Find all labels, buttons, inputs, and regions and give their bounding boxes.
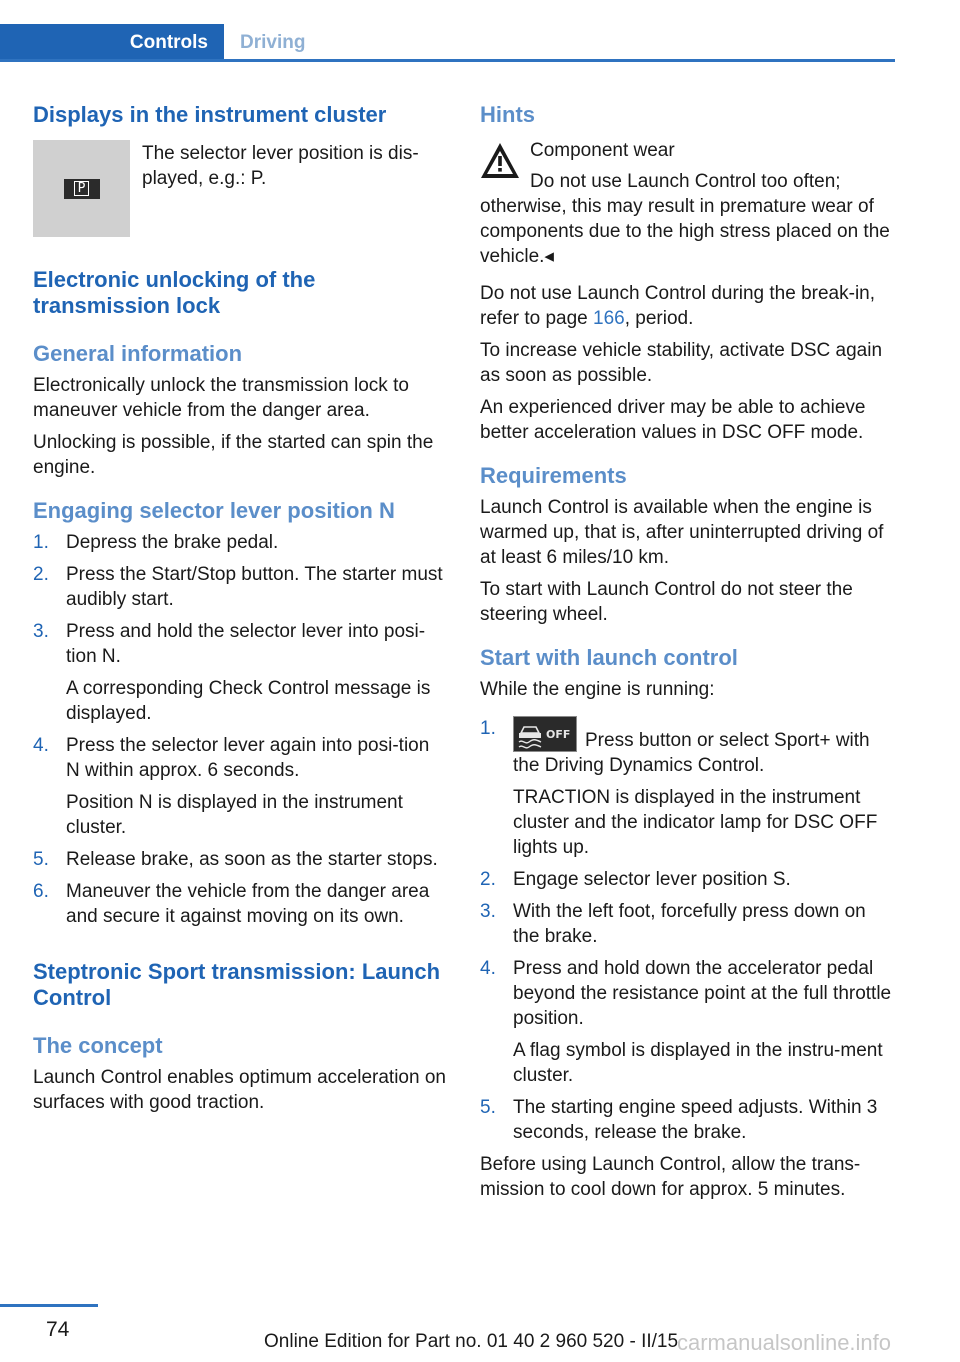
gear-display-symbol: P [74,181,90,196]
general-paragraph-2: Unlocking is possible, if the started can spin the engine. [33,432,434,478]
left-column [33,102,446,1122]
step-number: 2. [33,564,49,585]
dsc-off-button-icon [513,716,577,752]
hint-paragraph-1 [480,281,896,331]
list-item [480,867,896,892]
warning-triangle-icon [480,141,520,181]
dsc-car-skid-icon [513,716,577,752]
step-text: Release brake, as soon as the starter stops. [66,849,438,870]
step-number: 1. [33,532,49,553]
step-number: 1. [480,718,496,739]
hint-paragraph-2: To increase vehicle stability, activate DSC again as soon as possible. [480,340,883,386]
step-number: 3. [33,621,49,642]
heading-start-launch: Start with launch control [480,645,738,670]
concept-paragraph: Launch Control enables optimum acceleration on surfaces with good traction. [33,1067,446,1113]
list-item [33,733,446,840]
requirements-paragraph-2: To start with Launch Control do not steer the steering wheel. [480,579,853,625]
hint-text-end: , period. [624,308,694,329]
start-intro: While the engine is running: [480,679,715,700]
launch-steps [480,716,896,1145]
step-subtext: Position N is displayed in the instrument cluster. [66,792,403,838]
heading-unlocking: Electronic unlocking of the transmission lock [33,267,316,318]
step-number: 2. [480,869,496,890]
heading-general-info: General information [33,341,243,366]
step-text: Press the selector lever again into posi-tion N within approx. 6 seconds. [66,735,430,781]
heading-steptronic: Steptronic Sport transmission: Launch Control [33,959,441,1010]
list-item [480,1095,896,1145]
header-rule [0,59,895,62]
step-number: 5. [33,849,49,870]
step-subtext: TRACTION is displayed in the instrument cluster and the indicator lamp for DSC OFF lights up. [513,787,878,858]
dsc-off-label: OFF [546,728,571,741]
step-subtext: A flag symbol is displayed in the instru-ment cluster. [513,1040,883,1086]
step-text: Engage selector lever position S. [513,869,791,890]
step-text: Press and hold the selector lever into posi-tion N. [66,621,426,667]
gear-display-icon [64,179,100,199]
list-item [33,562,446,612]
step-text: Depress the brake pedal. [66,532,279,553]
list-item [33,530,446,555]
engaging-steps [33,530,446,929]
heading-displays: Displays in the instrument cluster [33,102,387,127]
header-bar [0,24,895,62]
closing-paragraph: Before using Launch Control, allow the trans-mission to cool down for approx. 5 minutes. [480,1154,861,1200]
displays-text: The selector lever position is dis-played, e.g.: P. [142,143,419,189]
watermark: carmanualsonline.info [677,1330,892,1355]
list-item [33,619,446,726]
hint-paragraph-3: An experienced driver may be able to achieve better acceleration values in DSC OFF mode. [480,397,866,443]
step-text: The starting engine speed adjusts. Within 3 seconds, release the brake. [513,1097,878,1143]
tab-driving[interactable]: Driving [240,32,306,53]
tab-controls[interactable]: Controls [0,24,224,62]
step-number: 3. [480,901,496,922]
heading-requirements: Requirements [480,463,627,488]
warning-title: Component wear [530,140,675,161]
step-text: Maneuver the vehicle from the danger area and secure it against moving on its own. [66,881,430,927]
footer-rule [0,1304,98,1307]
requirements-paragraph-1: Launch Control is available when the engine is warmed up, that is, after uninterrupted driving of at least 6 miles/10 km. [480,497,884,568]
warning-text: Do not use Launch Control too often; otherwise, this may result in premature wear of components due to the high stress placed on the vehicle.◂ [480,171,890,267]
list-item [33,847,446,872]
heading-hints: Hints [480,102,535,127]
page-number: 74 [46,1318,70,1341]
step-text: Press button or select Sport+ with the Driving Dynamics Control. [513,730,870,776]
step-number: 4. [480,958,496,979]
step-text: Press the Start/Stop button. The starter must audibly start. [66,564,443,610]
hint-text: Do not use Launch Control during the break-in, refer to page [480,283,876,329]
heading-concept: The concept [33,1033,163,1058]
edition-line: Online Edition for Part no. 01 40 2 960 520 - II/15 [264,1331,679,1352]
step-subtext: A corresponding Check Control message is displayed. [66,678,431,724]
step-number: 5. [480,1097,496,1118]
display-example [33,140,446,237]
heading-engaging: Engaging selector lever position N [33,498,395,523]
step-text: With the left foot, forcefully press down on the brake. [513,901,866,947]
general-paragraph-1: Electronically unlock the transmission lock to maneuver vehicle from the danger area. [33,375,409,421]
page-link[interactable]: 166 [593,308,625,329]
selector-display-image [33,140,130,237]
list-item [480,716,896,860]
list-item [480,956,896,1088]
step-number: 4. [33,735,49,756]
step-text: Press and hold down the accelerator pedal beyond the resistance point at the full throttle position. [513,958,892,1029]
list-item [33,879,446,929]
list-item [480,899,896,949]
step-number: 6. [33,881,49,902]
right-column [480,102,896,1209]
